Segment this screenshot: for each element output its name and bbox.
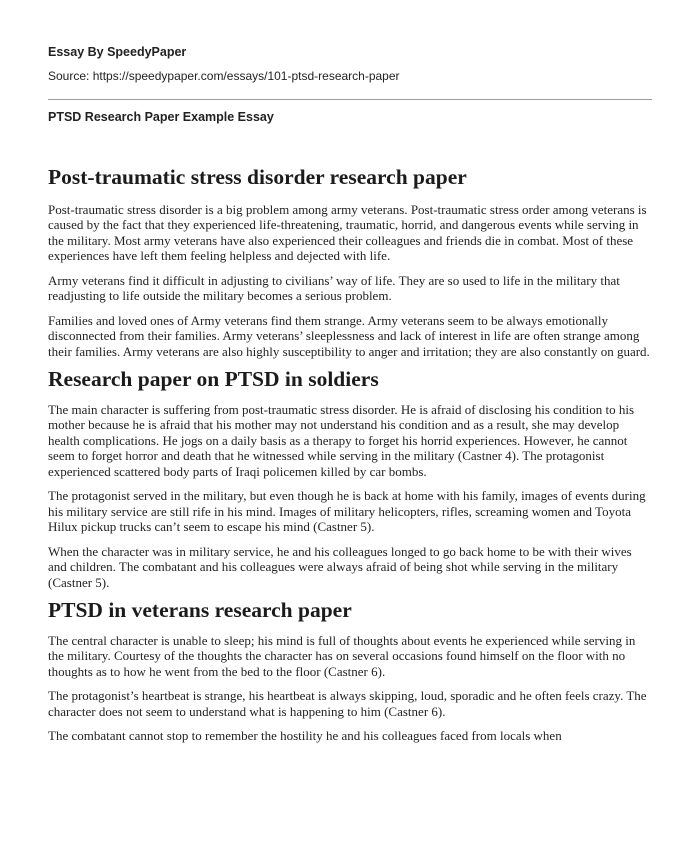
soldiers-paragraph-2: The protagonist served in the military, but even though he is back at home with his family, images of events during his military service are still rife in his mind. Images of military helicopters, rifles, screaming women and Toyota Hilux pickup trucks can’t seem to escape his mind (Castner 5). <box>48 488 646 535</box>
soldiers-paragraph-3: When the character was in military service, he and his colleagues longed to go back home to be with their wives and children. The combatant and his colleagues were always afraid of being shot while serving in the military (Castner 5). <box>48 543 632 590</box>
intro-paragraph-2: Army veterans find it difficult in adjusting to civilians’ way of life. They are so used to life in the military that readjusting to life outside the military becomes a serious problem. <box>48 272 620 304</box>
intro-paragraph-1: Post-traumatic stress disorder is a big problem among army veterans. Post-traumatic stress order among veterans is caused by the fact that they experienced life-threatening, traumatic, horrid, and dangerous events while serving in the military. Most army veterans have also experienced their colleagues and friends die in combat. Most of these experiences have left them feeling helpless and dejected with life. <box>48 201 647 264</box>
header-divider <box>48 99 652 100</box>
section-heading-soldiers: Research paper on PTSD in soldiers <box>48 367 379 392</box>
section-heading-veterans: PTSD in veterans research paper <box>48 598 352 623</box>
source-line: Source: https://speedypaper.com/essays/101-ptsd-research-paper <box>48 69 400 83</box>
site-title: Essay By SpeedyPaper <box>48 45 187 59</box>
essay-label: PTSD Research Paper Example Essay <box>48 110 274 124</box>
article-title: Post-traumatic stress disorder research paper <box>48 165 467 189</box>
intro-paragraph-3: Families and loved ones of Army veterans find them strange. Army veterans seem to be always emotionally disconnected from their families. Army veterans’ sleeplessness and lack of interest in life are often strange among their families. Army veterans are also highly susceptibility to anger and irritation; they are also constantly on guard. <box>48 312 650 359</box>
veterans-paragraph-1: The central character is unable to sleep; his mind is full of thoughts about events he experienced while serving in the military. Courtesy of the thoughts the character has on several occasions found himself on the floor with no thoughts as to how he went from the bed to the floor (Castner 6). <box>48 632 636 679</box>
soldiers-paragraph-1: The main character is suffering from post-traumatic stress disorder. He is afraid of disclosing his condition to his mother because he is afraid that his mother may not understand his condition and as a result, she may develop health complications. He jogs on a daily basis as a therapy to forget his horrid experiences. However, he cannot seem to forget horror and death that he witnessed while serving in the military (Castner 4). The protagonist experienced scattered body parts of Iraqi policemen killed by car bombs. <box>48 401 635 479</box>
veterans-paragraph-3: The combatant cannot stop to remember the hostility he and his colleagues faced from locals when <box>48 728 562 744</box>
veterans-paragraph-2: The protagonist’s heartbeat is strange, his heartbeat is always skipping, loud, sporadic and he often feels crazy. The character does not seem to understand what is happening to him (Castner 6). <box>48 688 647 719</box>
